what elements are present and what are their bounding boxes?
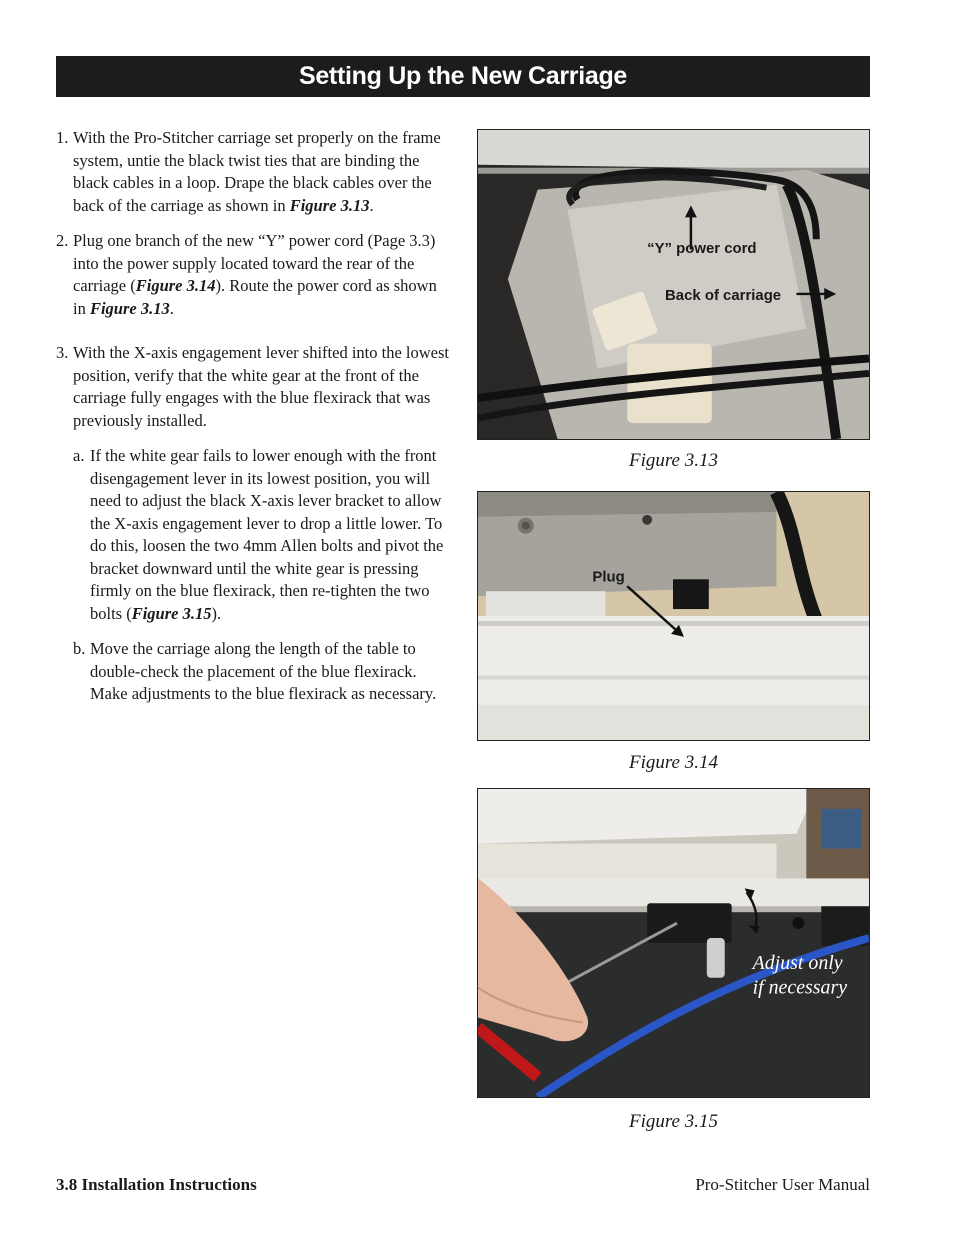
footer-section: 3.8 Installation Instructions [56, 1175, 257, 1194]
figure-label-plug: Plug [592, 569, 625, 586]
step-text: ). Route the power cord as shown in [73, 276, 437, 318]
figure-3-15-photo [477, 788, 870, 1098]
figure-3-13-caption: Figure 3.13 [628, 450, 718, 471]
step-text: If the white gear fails to lower enough with the front disengagement lever in its lowest position, you will need to adjust the black X-axis lever bracket to allow the X-axis engagement lever to drop a little lower. To do this, loosen the two 4mm Allen bolts and pivot the bracket downward until the white gear is pressing firmly on the blue flexirack, then re-tighten the two bolts ( [90, 446, 444, 623]
step-text: With the X-axis engagement lever shifted into the lowest position, verify that the white gear at the front of the carriage fully engages with the blue flexirack that was previously installed. [73, 343, 449, 430]
figure-label-power-cord: “Y” power cord [647, 241, 757, 258]
figure-3-13-photo [477, 129, 870, 440]
step-number: 3. [56, 343, 69, 362]
figure-ref: Figure 3.13 [289, 195, 370, 215]
figure-3-15-caption: Figure 3.15 [628, 1111, 718, 1132]
figure-ref: Figure 3.13 [89, 298, 170, 318]
footer-manual-title: Pro-Stitcher User Manual [695, 1175, 870, 1194]
step-3b [56, 638, 452, 706]
instructions [56, 127, 452, 706]
step-number: 2. [56, 231, 69, 250]
step-text: ). [211, 603, 222, 623]
figure-label-back-of-carriage: Back of carriage [665, 287, 782, 304]
step-number: 1. [56, 128, 69, 147]
step-number: b. [73, 639, 86, 658]
figure-label-adjust-line2: if necessary [752, 976, 848, 999]
step-text: Plug one branch of the new “Y” power cord (Page 3.3) into the power supply located toward the rear of the carriage ( [73, 231, 436, 295]
figure-ref: Figure 3.14 [135, 276, 216, 295]
step-3a [56, 445, 452, 625]
page-title: Setting Up the New Carriage [56, 56, 870, 97]
figure-3-14-caption: Figure 3.14 [628, 752, 718, 773]
step-number: a. [73, 446, 85, 465]
step-3 [56, 342, 452, 432]
step-1 [56, 127, 452, 217]
figure-label-adjust-line1: Adjust only [752, 951, 843, 974]
step-text: . [169, 298, 174, 318]
step-text: With the Pro-Stitcher carriage set properly on the frame system, untie the black twist ties that are binding the black cables in a loop. Drape the black cables over the back of the carriage as shown in [73, 128, 441, 215]
step-text: Move the carriage along the length of the table to double-check the placement of the blue flexirack. Make adjustments to the blue flexirack as necessary. [90, 639, 437, 703]
figure-ref: Figure 3.15 [131, 603, 212, 623]
figure-3-14-photo [477, 491, 870, 741]
step-text: . [369, 195, 374, 215]
step-2 [56, 230, 452, 320]
